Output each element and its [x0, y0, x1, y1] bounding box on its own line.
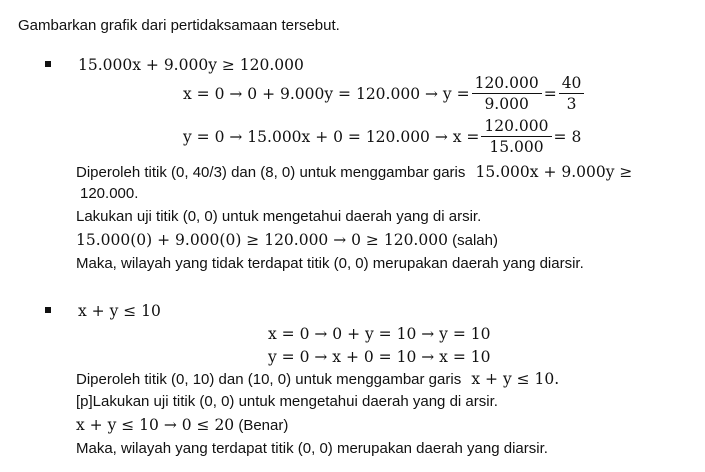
points-continued: 120.000. [80, 185, 139, 202]
equation-2-rhs: = 8 [553, 127, 582, 146]
heading-text: Gambarkan grafik dari pertidaksamaan tersebut. [18, 17, 340, 34]
fraction-denominator: 9.000 [472, 93, 542, 113]
bullet-marker [45, 61, 51, 67]
conclusion-2: Maka, wilayah yang terdapat titik (0, 0) merupakan daerah yang diarsir. [76, 440, 548, 457]
equation-1-lhs: x = 0 → 0 + 9.000y = 120.000 → y = [183, 84, 470, 103]
equation-1-x-zero [183, 74, 586, 113]
paragraph-points-1 [76, 163, 632, 182]
paragraph-points-2 [76, 370, 559, 389]
points-inequality: x + y ≤ 10. [471, 370, 560, 388]
fraction-numerator: 120.000 [484, 117, 549, 135]
fraction-denominator: 3 [559, 93, 585, 113]
inequality-2: x + y ≤ 10 [78, 302, 161, 320]
test-calc-math: x + y ≤ 10 → 0 ≤ 20 [76, 416, 235, 434]
fraction-numerator: 120.000 [474, 74, 539, 92]
test-point-calc-2 [76, 416, 288, 435]
points-text: Diperoleh titik (0, 10) dan (10, 0) untuk menggambar garis [76, 371, 462, 388]
bullet-marker [45, 307, 51, 313]
test-result: (salah) [452, 232, 498, 249]
conclusion-1: Maka, wilayah yang tidak terdapat titik (0, 0) merupakan daerah yang diarsir. [76, 255, 584, 272]
fraction-120000-over-15000 [481, 117, 551, 156]
fraction-numerator: 40 [561, 74, 582, 92]
fraction-40-over-3 [559, 74, 585, 113]
test-point-calc-1 [76, 231, 498, 250]
equation-2-y-zero: y = 0 → x + 0 = 10 → x = 10 [268, 348, 491, 366]
fraction-denominator: 15.000 [481, 136, 551, 156]
test-point-text-2: [p]Lakukan uji titik (0, 0) untuk mengetahui daerah yang di arsir. [76, 393, 498, 410]
test-calc-math: 15.000(0) + 9.000(0) ≥ 120.000 → 0 ≥ 120.000 [76, 231, 448, 249]
equation-2-lhs: y = 0 → 15.000x + 0 = 120.000 → x = [183, 127, 480, 146]
equation-2-x-zero: x = 0 → 0 + y = 10 → y = 10 [268, 325, 491, 343]
fraction-120000-over-9000 [472, 74, 542, 113]
test-result: (Benar) [238, 417, 289, 434]
inequality-1: 15.000x + 9.000y ≥ 120.000 [78, 56, 304, 74]
points-inequality: 15.000x + 9.000y ≥ [475, 163, 633, 181]
test-point-text-1: Lakukan uji titik (0, 0) untuk mengetahui daerah yang di arsir. [76, 208, 482, 225]
equation-1-y-zero [183, 117, 581, 156]
equals-sign: = [543, 84, 557, 103]
points-text: Diperoleh titik (0, 40/3) dan (8, 0) untuk menggambar garis [76, 164, 466, 181]
